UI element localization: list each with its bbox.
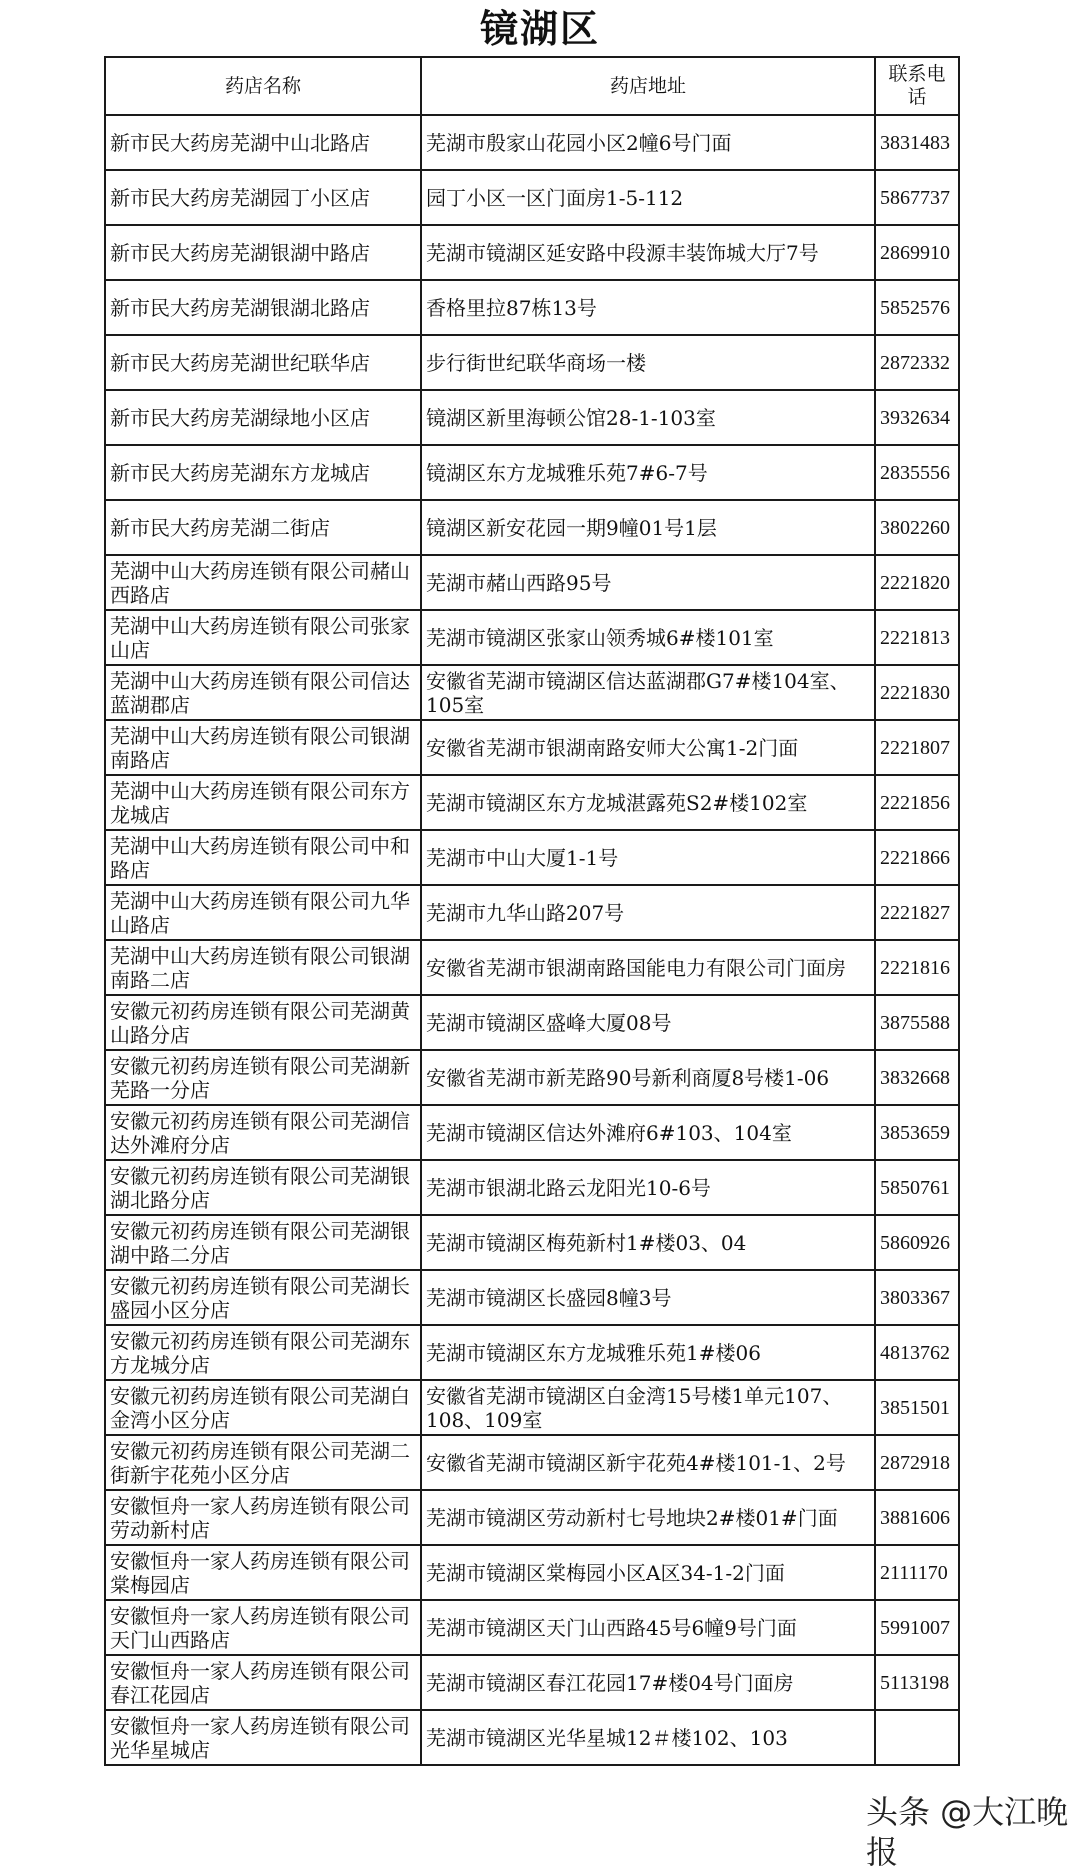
table-row (105, 390, 959, 445)
cell-phone: 2221856 (875, 775, 959, 830)
cell-phone: 3803367 (875, 1270, 959, 1325)
cell-pharmacy-name: 新市民大药房芜湖东方龙城店 (105, 445, 421, 500)
cell-pharmacy-address: 园丁小区一区门面房1-5-112 (421, 170, 875, 225)
table-row (105, 830, 959, 885)
header-pharmacy-address: 药店地址 (421, 57, 875, 115)
table-row (105, 1270, 959, 1325)
cell-pharmacy-name: 安徽恒舟一家人药房连锁有限公司天门山西路店 (105, 1600, 421, 1655)
cell-pharmacy-name: 新市民大药房芜湖银湖中路店 (105, 225, 421, 280)
cell-pharmacy-address: 芜湖市殷家山花园小区2幢6号门面 (421, 115, 875, 170)
cell-pharmacy-address: 镜湖区东方龙城雅乐苑7#6-7号 (421, 445, 875, 500)
cell-phone: 2835556 (875, 445, 959, 500)
table-row (105, 445, 959, 500)
cell-pharmacy-address: 芜湖市银湖北路云龙阳光10-6号 (421, 1160, 875, 1215)
cell-pharmacy-name: 安徽元初药房连锁有限公司芜湖二街新宇花苑小区分店 (105, 1435, 421, 1490)
cell-pharmacy-name: 新市民大药房芜湖园丁小区店 (105, 170, 421, 225)
cell-phone: 2872918 (875, 1435, 959, 1490)
table-row (105, 1215, 959, 1270)
cell-pharmacy-name: 安徽元初药房连锁有限公司芜湖新芜路一分店 (105, 1050, 421, 1105)
cell-phone: 2221816 (875, 940, 959, 995)
header-pharmacy-name: 药店名称 (105, 57, 421, 115)
cell-pharmacy-address: 安徽省芜湖市银湖南路国能电力有限公司门面房 (421, 940, 875, 995)
cell-phone: 3802260 (875, 500, 959, 555)
cell-phone: 3831483 (875, 115, 959, 170)
cell-pharmacy-address: 芜湖市镜湖区盛峰大厦08号 (421, 995, 875, 1050)
watermark-text: 头条 @大江晚报 (866, 1793, 1069, 1871)
table-row (105, 1160, 959, 1215)
table-row (105, 225, 959, 280)
table-row (105, 335, 959, 390)
table-header-row (105, 57, 959, 115)
cell-pharmacy-address: 芜湖市镜湖区光华星城12＃楼102、103 (421, 1710, 875, 1765)
table-row (105, 610, 959, 665)
cell-pharmacy-address: 芜湖市镜湖区信达外滩府6#103、104室 (421, 1105, 875, 1160)
pharmacy-table (104, 56, 960, 1766)
table-row (105, 1655, 959, 1710)
cell-phone: 2221827 (875, 885, 959, 940)
cell-phone: 3932634 (875, 390, 959, 445)
cell-phone: 2869910 (875, 225, 959, 280)
cell-pharmacy-name: 安徽元初药房连锁有限公司芜湖银湖中路二分店 (105, 1215, 421, 1270)
table-row (105, 170, 959, 225)
table-row (105, 555, 959, 610)
cell-pharmacy-name: 新市民大药房芜湖世纪联华店 (105, 335, 421, 390)
table-row (105, 940, 959, 995)
cell-phone: 4813762 (875, 1325, 959, 1380)
cell-pharmacy-address: 芜湖市镜湖区梅苑新村1#楼03、04 (421, 1215, 875, 1270)
cell-phone: 3853659 (875, 1105, 959, 1160)
table-row (105, 775, 959, 830)
cell-pharmacy-name: 芜湖中山大药房连锁有限公司银湖南路二店 (105, 940, 421, 995)
cell-phone: 2221866 (875, 830, 959, 885)
cell-phone: 5852576 (875, 280, 959, 335)
cell-pharmacy-name: 芜湖中山大药房连锁有限公司信达蓝湖郡店 (105, 665, 421, 720)
watermark (862, 1792, 1080, 1872)
cell-pharmacy-address: 芜湖市中山大厦1-1号 (421, 830, 875, 885)
cell-pharmacy-name: 芜湖中山大药房连锁有限公司银湖南路店 (105, 720, 421, 775)
cell-pharmacy-address: 芜湖市赭山西路95号 (421, 555, 875, 610)
table-row (105, 115, 959, 170)
cell-pharmacy-address: 安徽省芜湖市镜湖区白金湾15号楼1单元107、108、109室 (421, 1380, 875, 1435)
cell-phone: 3875588 (875, 995, 959, 1050)
cell-pharmacy-address: 芜湖市镜湖区张家山领秀城6#楼101室 (421, 610, 875, 665)
cell-pharmacy-address: 芜湖市镜湖区棠梅园小区A区34-1-2门面 (421, 1545, 875, 1600)
cell-pharmacy-name: 新市民大药房芜湖二街店 (105, 500, 421, 555)
cell-phone: 2111170 (875, 1545, 959, 1600)
table-row (105, 885, 959, 940)
cell-pharmacy-name: 芜湖中山大药房连锁有限公司东方龙城店 (105, 775, 421, 830)
table-row (105, 1545, 959, 1600)
cell-pharmacy-address: 芜湖市镜湖区劳动新村七号地块2#楼01#门面 (421, 1490, 875, 1545)
cell-phone (875, 1710, 959, 1765)
table-row (105, 720, 959, 775)
cell-pharmacy-address: 安徽省芜湖市镜湖区新宇花苑4#楼101-1、2号 (421, 1435, 875, 1490)
cell-pharmacy-name: 芜湖中山大药房连锁有限公司中和路店 (105, 830, 421, 885)
cell-pharmacy-name: 安徽恒舟一家人药房连锁有限公司棠梅园店 (105, 1545, 421, 1600)
header-phone: 联系电话 (875, 57, 959, 115)
cell-pharmacy-name: 安徽元初药房连锁有限公司芜湖黄山路分店 (105, 995, 421, 1050)
cell-pharmacy-name: 安徽元初药房连锁有限公司芜湖东方龙城分店 (105, 1325, 421, 1380)
table-row (105, 280, 959, 335)
cell-phone: 3851501 (875, 1380, 959, 1435)
cell-pharmacy-name: 安徽恒舟一家人药房连锁有限公司劳动新村店 (105, 1490, 421, 1545)
cell-phone: 2872332 (875, 335, 959, 390)
cell-phone: 2221813 (875, 610, 959, 665)
cell-pharmacy-name: 安徽元初药房连锁有限公司芜湖白金湾小区分店 (105, 1380, 421, 1435)
cell-pharmacy-name: 安徽元初药房连锁有限公司芜湖长盛园小区分店 (105, 1270, 421, 1325)
table-row (105, 1490, 959, 1545)
table-row (105, 1050, 959, 1105)
cell-pharmacy-address: 镜湖区新里海顿公馆28-1-103室 (421, 390, 875, 445)
cell-phone: 2221820 (875, 555, 959, 610)
cell-phone: 2221807 (875, 720, 959, 775)
cell-pharmacy-name: 新市民大药房芜湖中山北路店 (105, 115, 421, 170)
cell-phone: 5867737 (875, 170, 959, 225)
cell-pharmacy-name: 芜湖中山大药房连锁有限公司赭山西路店 (105, 555, 421, 610)
cell-pharmacy-address: 镜湖区新安花园一期9幢01号1层 (421, 500, 875, 555)
cell-pharmacy-name: 芜湖中山大药房连锁有限公司张家山店 (105, 610, 421, 665)
cell-pharmacy-address: 芜湖市镜湖区天门山西路45号6幢9号门面 (421, 1600, 875, 1655)
cell-phone: 5850761 (875, 1160, 959, 1215)
cell-pharmacy-address: 香格里拉87栋13号 (421, 280, 875, 335)
cell-phone: 5991007 (875, 1600, 959, 1655)
cell-pharmacy-name: 新市民大药房芜湖银湖北路店 (105, 280, 421, 335)
cell-phone: 3832668 (875, 1050, 959, 1105)
cell-phone: 2221830 (875, 665, 959, 720)
cell-phone: 3881606 (875, 1490, 959, 1545)
cell-phone: 5113198 (875, 1655, 959, 1710)
table-row (105, 1435, 959, 1490)
table-row (105, 1105, 959, 1160)
cell-pharmacy-address: 安徽省芜湖市镜湖区信达蓝湖郡G7#楼104室、105室 (421, 665, 875, 720)
table-row (105, 1380, 959, 1435)
cell-pharmacy-address: 芜湖市九华山路207号 (421, 885, 875, 940)
cell-pharmacy-address: 芜湖市镜湖区东方龙城湛露苑S2#楼102室 (421, 775, 875, 830)
cell-pharmacy-address: 安徽省芜湖市新芜路90号新利商厦8号楼1-06 (421, 1050, 875, 1105)
table-row (105, 995, 959, 1050)
cell-pharmacy-name: 安徽恒舟一家人药房连锁有限公司光华星城店 (105, 1710, 421, 1765)
cell-pharmacy-address: 芜湖市镜湖区长盛园8幢3号 (421, 1270, 875, 1325)
cell-pharmacy-name: 芜湖中山大药房连锁有限公司九华山路店 (105, 885, 421, 940)
table-row (105, 1600, 959, 1655)
cell-pharmacy-name: 新市民大药房芜湖绿地小区店 (105, 390, 421, 445)
table-row (105, 1710, 959, 1765)
cell-pharmacy-address: 芜湖市镜湖区春江花园17#楼04号门面房 (421, 1655, 875, 1710)
table-row (105, 1325, 959, 1380)
cell-pharmacy-name: 安徽元初药房连锁有限公司芜湖信达外滩府分店 (105, 1105, 421, 1160)
cell-pharmacy-name: 安徽元初药房连锁有限公司芜湖银湖北路分店 (105, 1160, 421, 1215)
cell-pharmacy-address: 芜湖市镜湖区东方龙城雅乐苑1#楼06 (421, 1325, 875, 1380)
table-row (105, 665, 959, 720)
cell-pharmacy-address: 安徽省芜湖市银湖南路安师大公寓1-2门面 (421, 720, 875, 775)
table-row (105, 500, 959, 555)
cell-pharmacy-name: 安徽恒舟一家人药房连锁有限公司春江花园店 (105, 1655, 421, 1710)
cell-pharmacy-address: 步行街世纪联华商场一楼 (421, 335, 875, 390)
cell-phone: 5860926 (875, 1215, 959, 1270)
cell-pharmacy-address: 芜湖市镜湖区延安路中段源丰装饰城大厅7号 (421, 225, 875, 280)
page-title: 镜湖区 (479, 7, 600, 51)
